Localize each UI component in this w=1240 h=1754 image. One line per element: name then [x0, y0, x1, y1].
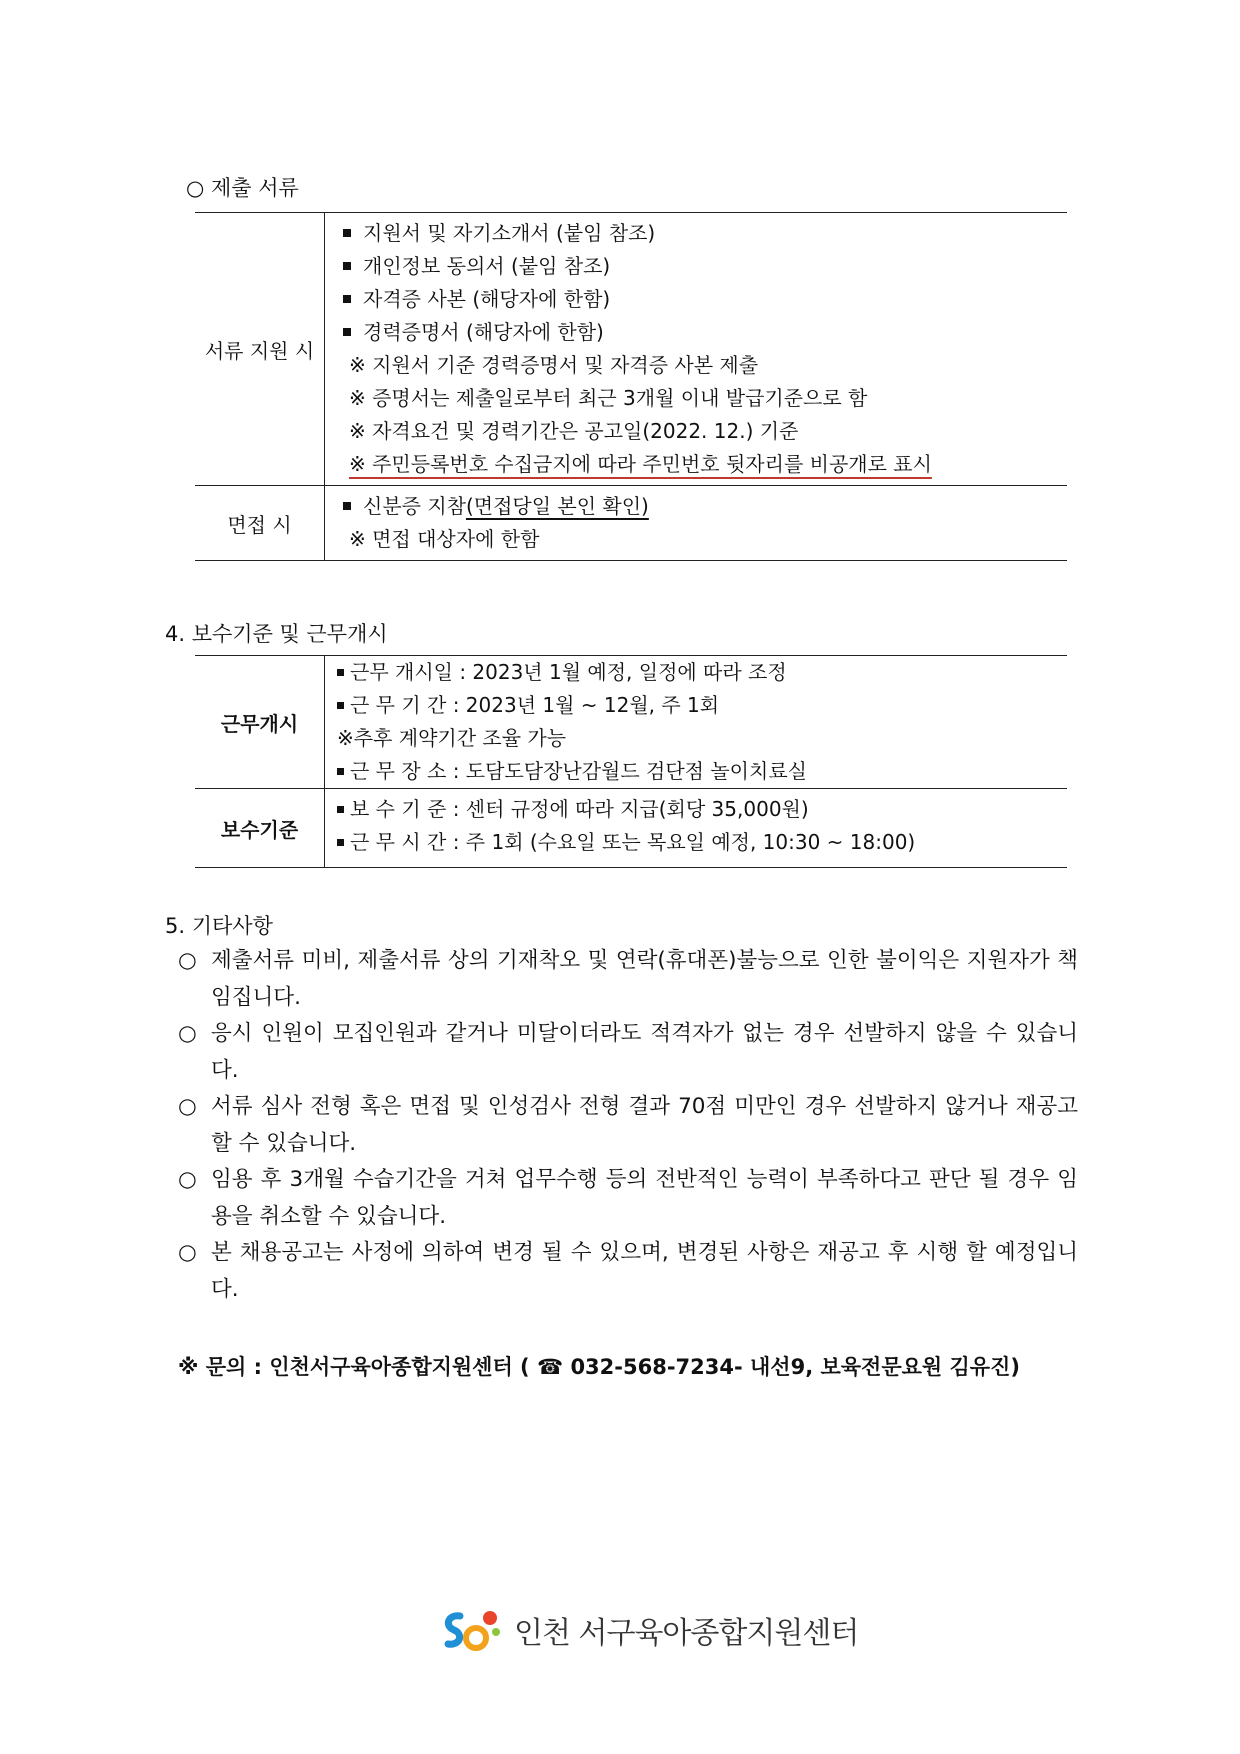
etc-text: 서류 심사 전형 혹은 면접 및 인성검사 전형 결과 70점 미만인 경우 선발하지 않거나 재공고할 수 있습니다. — [211, 1094, 1078, 1156]
list-item: 지원서 및 자기소개서 (붙임 참조) — [343, 217, 1067, 250]
circle-bullet-icon: ○ — [178, 1240, 197, 1265]
pay-table — [195, 655, 1067, 868]
etc-text: 임용 후 3개월 수습기간을 거쳐 업무수행 등의 전반적인 능력이 부족하다고 판단 될 경우 임용을 취소할 수 있습니다. — [211, 1167, 1078, 1229]
list-item: 보 수 기 준 : 센터 규정에 따라 지급(회당 35,000원) — [337, 793, 1067, 826]
etc-section-title: 5. 기타사항 — [165, 914, 273, 938]
id-card-underlined: (면접당일 본인 확인) — [465, 494, 649, 518]
org-logo-icon — [440, 1606, 502, 1654]
row-label-document-application: 서류 지원 시 — [195, 213, 325, 486]
list-item — [178, 1015, 1078, 1089]
list-item: 개인정보 동의서 (붙임 참조) — [343, 250, 1067, 283]
list-item: 자격증 사본 (해당자에 한함) — [343, 283, 1067, 316]
list-item — [343, 490, 1067, 523]
list-item — [178, 1088, 1078, 1162]
footer-logo — [440, 1605, 858, 1655]
submit-docs-table — [195, 212, 1067, 561]
submit-docs-title: ○ 제출 서류 — [186, 176, 299, 200]
list-item — [178, 1234, 1078, 1308]
row-label-interview: 면접 시 — [195, 486, 325, 561]
note-item: ※ 면접 대상자에 한함 — [349, 527, 540, 551]
list-item — [178, 1161, 1078, 1235]
privacy-note: ※ 주민등록번호 수집금지에 따라 주민번호 뒷자리를 비공개로 표시 — [349, 452, 932, 476]
note-item: ※ 자격요건 및 경력기간은 공고일(2022. 12.) 기준 — [349, 419, 799, 443]
row-label-start: 근무개시 — [195, 656, 325, 789]
etc-text: 응시 인원이 모집인원과 같거나 미달이더라도 적격자가 없는 경우 선발하지 않을 수 있습니다. — [211, 1021, 1078, 1083]
etc-text: 본 채용공고는 사정에 의하여 변경 될 수 있으며, 변경된 사항은 재공고 후 시행 할 예정입니다. — [211, 1240, 1078, 1302]
list-item — [178, 942, 1078, 1016]
etc-text: 제출서류 미비, 제출서류 상의 기재착오 및 연락(휴대폰)불능으로 인한 불이익은 지원자가 책임집니다. — [211, 948, 1078, 1010]
list-item: 경력증명서 (해당자에 한함) — [343, 316, 1067, 349]
contact-info: ※ 문의 : 인천서구육아종합지원센터 ( ☎ 032-568-7234- 내선9, 보육전문요원 김유진) — [178, 1355, 1020, 1379]
row-label-pay: 보수기준 — [195, 789, 325, 868]
org-name: 인천 서구육아종합지원센터 — [514, 1616, 859, 1651]
note-item: ※ 증명서는 제출일로부터 최근 3개월 이내 발급기준으로 함 — [349, 386, 868, 410]
note-item: ※ 지원서 기준 경력증명서 및 자격증 사본 제출 — [349, 353, 759, 377]
circle-bullet-icon: ○ — [178, 948, 197, 973]
list-item: 근 무 기 간 : 2023년 1월 ~ 12월, 주 1회 — [337, 689, 1067, 722]
list-item: 근무 개시일 : 2023년 1월 예정, 일정에 따라 조정 — [337, 656, 1067, 689]
list-item: 근 무 시 간 : 주 1회 (수요일 또는 목요일 예정, 10:30 ~ 18:00) — [337, 826, 1067, 859]
circle-bullet-icon: ○ — [178, 1094, 197, 1119]
circle-bullet-icon: ○ — [178, 1021, 197, 1046]
list-item: 근 무 장 소 : 도담도담장난감월드 검단점 놀이치료실 — [337, 755, 1067, 788]
id-card-text: 신분증 지참 — [363, 494, 466, 518]
pay-section-title: 4. 보수기준 및 근무개시 — [165, 622, 388, 646]
circle-bullet-icon: ○ — [178, 1167, 197, 1192]
note-item: ※추후 계약기간 조율 가능 — [337, 726, 567, 750]
